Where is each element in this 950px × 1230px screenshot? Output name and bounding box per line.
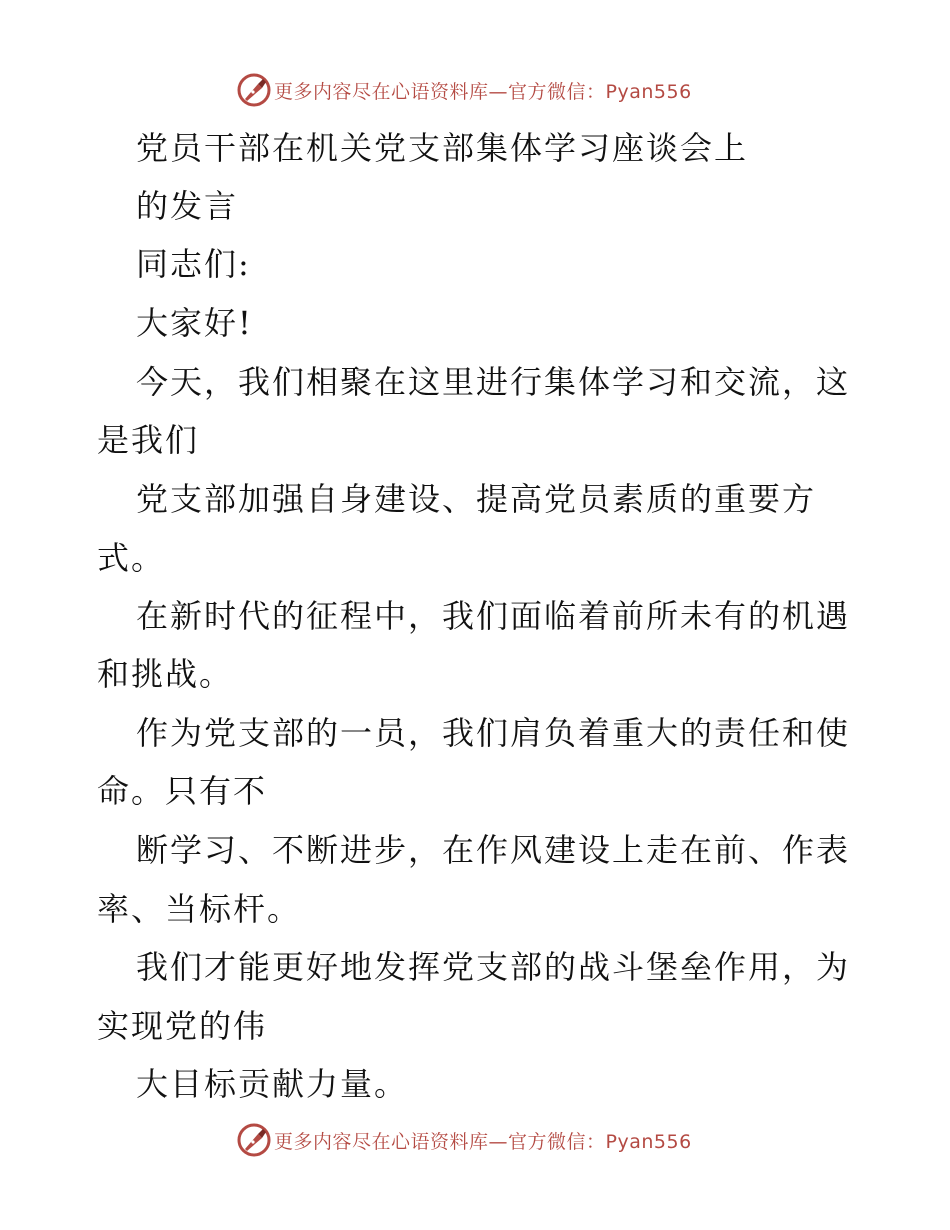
watermark-text: 更多内容尽在心语资料库—官方微信：Pyan556	[274, 80, 692, 103]
body-line: 实现党的伟	[97, 1007, 268, 1045]
body-line: 是我们	[97, 421, 200, 459]
watermark-text: 更多内容尽在心语资料库—官方微信：Pyan556	[274, 1130, 692, 1153]
document-title-line-1: 党员干部在机关党支部集体学习座谈会上	[136, 129, 749, 167]
body-line: 同志们:	[136, 245, 251, 283]
body-line: 率、当标杆。	[97, 890, 302, 928]
body-line: 大家好!	[136, 304, 253, 342]
pen-nib-seal-icon	[236, 1122, 272, 1158]
body-line: 大目标贡献力量。	[136, 1065, 409, 1103]
body-line: 作为党支部的一员，我们肩负着重大的责任和使	[136, 714, 851, 752]
body-line: 和挑战。	[97, 655, 234, 693]
pen-nib-seal-icon	[236, 72, 272, 108]
body-line: 在新时代的征程中，我们面临着前所未有的机遇	[136, 597, 851, 635]
body-line: 我们才能更好地发挥党支部的战斗堡垒作用，为	[136, 948, 851, 986]
body-line: 今天，我们相聚在这里进行集体学习和交流，这	[136, 363, 851, 401]
body-line: 党支部加强自身建设、提高党员素质的重要方	[136, 480, 817, 518]
body-line: 式。	[97, 539, 166, 577]
document-title-line-2: 的发言	[136, 187, 239, 225]
header-watermark	[236, 70, 692, 110]
body-line: 断学习、不断进步，在作风建设上走在前、作表	[136, 831, 851, 869]
footer-watermark	[236, 1120, 692, 1160]
body-line: 命。只有不	[97, 772, 268, 810]
